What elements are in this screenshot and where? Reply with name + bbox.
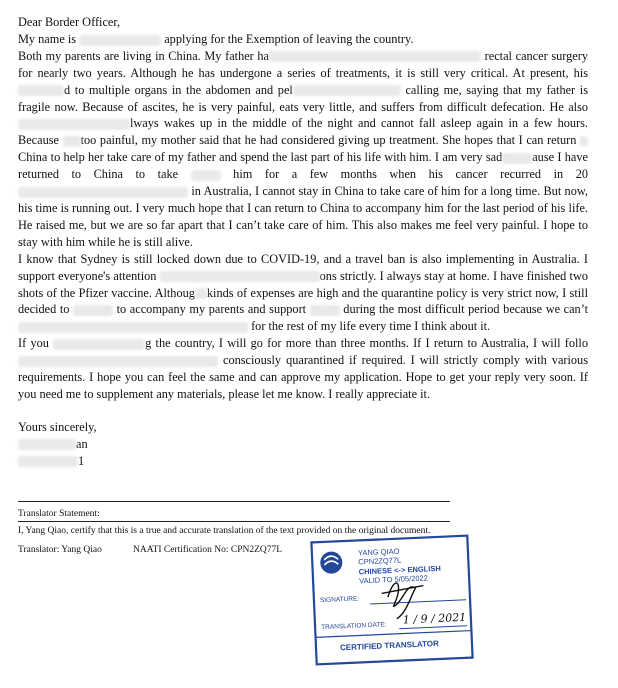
text-run: I know that Sydney is still locked down due to COVID-19, and a travel ban is also implementing in Australia. I support everyone's attention <box>18 251 588 283</box>
stamp-languages: CHINESE <-> ENGLISH <box>358 563 441 577</box>
text-run: ause I have returned to China to take <box>18 150 588 182</box>
text-run: China to help her take care of my father and spend the last part of his life with him. I am very sad <box>18 150 503 165</box>
stamp-name: YANG QIAO <box>357 546 400 558</box>
translator-certification: I, Yang Qiao, certify that this is a true and accurate translation of the text provided on the original document. <box>18 526 431 536</box>
text-run: 1 <box>78 453 85 468</box>
redaction <box>63 136 81 147</box>
stamp-valid: VALID TO 5/05/2022 <box>358 573 429 586</box>
redaction <box>18 456 78 467</box>
text-run: an <box>76 436 88 451</box>
text-run: in Australia, I cannot stay in China to take care of him for a long time. But now, his time is running out. I very much hope that I can return to China to accompany him for the last period of his life. He raised me, but we are so far apart that I can’t take care of him. This also makes me feel very painful. I hope to stay with him while he is still alive. <box>18 184 588 249</box>
redaction <box>18 439 76 450</box>
redaction <box>73 305 113 316</box>
text-run: too painful, my mother said that he had considered giving up treatment. She hopes that I can return <box>80 133 581 148</box>
redaction <box>191 170 221 181</box>
paragraph-intro <box>18 31 588 48</box>
text-run: consciously quarantined if required. I will strictly comply with various requirements. I hope you can feel the same and can approve my application. Hope to get your reply very soon. If you need me to supplement any materials, please let me know. I really appreciate it. <box>18 353 588 401</box>
certified-translator-stamp <box>309 534 474 667</box>
redaction <box>79 35 161 46</box>
stamp-date-value: 1 / 9 / 2021 <box>402 610 467 627</box>
text-run: ons strictly. I always stay at home. I have finished two shots of the Pfizer vaccine. Althoug <box>18 268 588 300</box>
signoff-date <box>18 453 588 470</box>
redaction <box>195 288 207 299</box>
stamp-date-label: TRANSLATION DATE: <box>320 621 387 632</box>
paragraph-return <box>18 335 588 403</box>
text-run: My name is <box>18 31 80 46</box>
signoff-name <box>18 436 588 453</box>
text-run: d to multiple organs in the abdomen and pel <box>64 82 293 97</box>
text-run: to accompany my parents and support <box>113 302 310 317</box>
text-run: calling me, saying that my father is fragile now. Because of ascites, he is very painful, eats very little, and suffers from difficult defecation. He also <box>18 82 588 114</box>
divider-mid <box>18 521 450 522</box>
redaction <box>18 119 130 130</box>
text-run: If you <box>18 336 54 351</box>
text-run: him for a few months when his cancer recurred in 20 <box>220 167 588 182</box>
text-run: Both my parents are living in China. My father ha <box>18 48 270 63</box>
text-run: g the country, I will go for more than three months. If I return to Australia, I will follo <box>145 336 588 351</box>
paragraph-parents <box>18 48 588 251</box>
closing: Yours sincerely, <box>18 419 97 434</box>
letter-body <box>18 14 588 470</box>
paragraph-covid <box>18 251 588 336</box>
redaction <box>269 51 481 62</box>
text-run: during the most difficult period because we can’t <box>339 302 588 317</box>
redaction <box>18 322 248 333</box>
salutation: Dear Border Officer, <box>18 15 121 29</box>
divider-top <box>18 501 450 502</box>
redaction <box>18 85 64 96</box>
stamp-id: CPN2ZQ77L <box>358 555 402 567</box>
translator-heading: Translator Statement: <box>18 509 100 519</box>
redaction <box>160 271 320 282</box>
text-run: rectal cancer surgery for nearly two years. Although he has undergone a series of treatments, it is still very critical. At present, his <box>18 48 588 80</box>
text-run: for the rest of my life every time I think about it. <box>248 319 491 334</box>
redaction <box>310 305 340 316</box>
text-run: lways wakes up in the middle of the night and cannot fall asleep again in a few hours. Because <box>18 116 588 148</box>
redaction <box>580 136 588 147</box>
stamp-footer: CERTIFIED TRANSLATOR <box>339 639 439 653</box>
redaction <box>502 153 532 164</box>
translator-name: Translator: Yang Qiao <box>18 545 102 555</box>
naati-logo-icon <box>320 551 343 574</box>
naati-number: NAATI Certification No: CPN2ZQ77L <box>133 545 283 555</box>
redaction <box>18 187 188 198</box>
stamp-signature-label: SIGNATURE: <box>319 595 360 605</box>
text-run: kinds of expenses are high and the quarantine policy is very strict now, I still decided to <box>18 285 588 317</box>
text-run: applying for the Exemption of leaving the country. <box>161 31 414 46</box>
redaction <box>18 356 218 367</box>
redaction <box>293 85 401 96</box>
redaction <box>53 339 145 350</box>
